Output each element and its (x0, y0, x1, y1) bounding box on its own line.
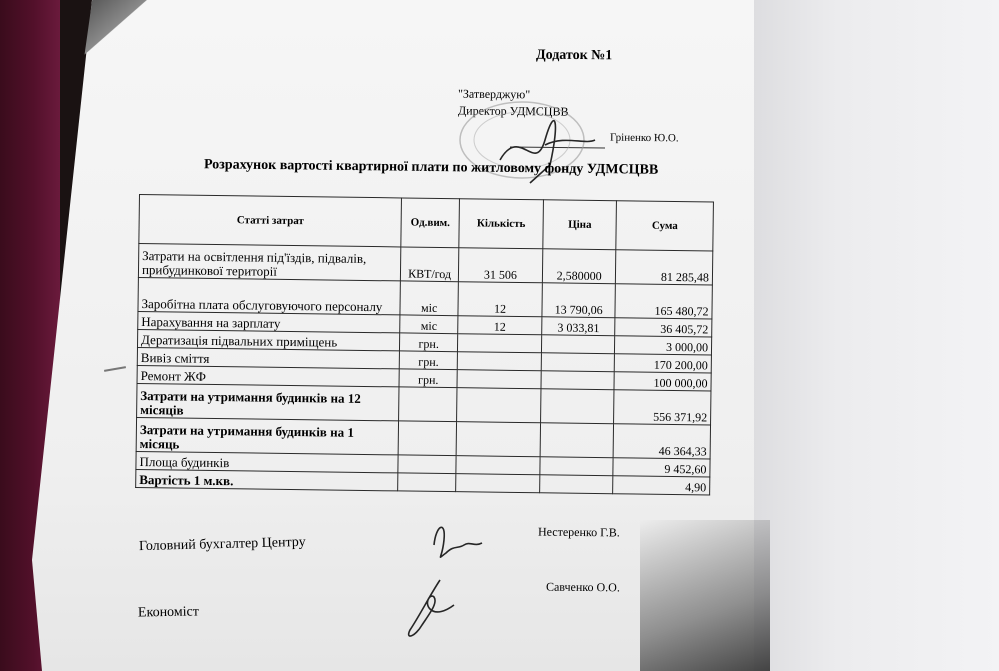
row-unit (398, 455, 456, 474)
row-sum: 556 371,92 (614, 390, 711, 425)
row-unit: грн. (400, 333, 458, 352)
row-price: 2,580000 (542, 249, 616, 284)
cost-table (135, 194, 714, 496)
header-unit: Од.вим. (401, 198, 459, 248)
row-name: Нарахування на зарплату (138, 311, 401, 332)
background-paper-right (730, 0, 999, 671)
accountant-signature-icon (426, 515, 486, 565)
row-qty (457, 388, 541, 423)
economist-signature-icon (400, 575, 460, 645)
row-qty (456, 456, 540, 475)
row-name: Затрати на утримання будинків на 12 місяців (137, 383, 400, 420)
row-name: Вартість 1 м.кв. (136, 469, 399, 490)
row-unit: грн. (399, 369, 457, 388)
row-price (540, 423, 614, 458)
header-cost-items: Статті затрат (139, 195, 402, 247)
row-sum: 100 000,00 (614, 372, 711, 391)
row-price (541, 335, 615, 354)
row-sum: 36 405,72 (615, 318, 712, 337)
row-unit (398, 473, 456, 492)
row-name: Вивіз сміття (137, 347, 400, 368)
row-name: Ремонт ЖФ (137, 365, 400, 386)
row-name: Площа будинків (136, 451, 399, 472)
row-sum: 9 452,60 (613, 458, 710, 477)
row-unit: міс (400, 281, 458, 316)
row-price (541, 353, 615, 372)
row-qty (456, 422, 540, 457)
header-sum: Сума (616, 201, 713, 251)
approval-line-2: Директор УДМСЦВВ (457, 103, 569, 119)
row-qty (457, 370, 541, 389)
shadow-overlay (640, 520, 770, 671)
row-qty: 12 (458, 316, 542, 335)
director-name: Гріненко Ю.О. (609, 131, 679, 145)
row-name: Затрати на освітлення під'їздів, підвалів, прибудинкової території (138, 244, 401, 281)
row-sum: 165 480,72 (615, 284, 712, 319)
annex-label: Додаток №1 (535, 47, 613, 64)
row-unit (399, 387, 457, 422)
row-name: Заробітна плата обслуговуючого персоналу (138, 277, 401, 314)
header-price: Ціна (543, 200, 617, 250)
row-qty: 12 (458, 282, 542, 317)
row-price (541, 389, 615, 424)
row-name: Дератизація підвальних приміщень (137, 329, 400, 350)
row-unit: КВТ/год (401, 247, 459, 282)
row-sum: 46 364,33 (614, 424, 711, 459)
accountant-name: Нестеренко Г.В. (537, 524, 620, 540)
header-quantity: Кількість (459, 199, 544, 249)
economist-name: Савченко О.О. (545, 579, 620, 595)
row-name: Затрати на утримання будинків на 1 місяць (136, 417, 399, 454)
row-qty (457, 352, 541, 371)
row-sum: 81 285,48 (616, 250, 713, 285)
row-unit: міс (400, 315, 458, 334)
row-price: 3 033,81 (542, 317, 616, 336)
row-sum: 4,90 (613, 476, 710, 495)
row-price (541, 371, 615, 390)
row-qty (457, 334, 541, 353)
row-unit: грн. (400, 351, 458, 370)
row-price: 13 790,06 (542, 283, 616, 318)
document-title: Розрахунок вартості квартирної плати по житловому фонду УДМСЦВВ (203, 157, 659, 178)
approval-line-1: "Затверджую" (457, 86, 531, 102)
table-header-row (139, 195, 714, 252)
row-unit (398, 421, 456, 456)
folded-corner (84, 0, 152, 60)
row-price (540, 475, 614, 494)
row-qty (456, 474, 540, 493)
chief-accountant-label: Головний бухгалтер Центру (138, 534, 306, 555)
row-sum: 3 000,00 (615, 336, 712, 355)
row-sum: 170 200,00 (615, 354, 712, 373)
row-qty: 31 506 (458, 248, 542, 283)
economist-label: Економіст (137, 604, 200, 621)
row-price (540, 457, 614, 476)
